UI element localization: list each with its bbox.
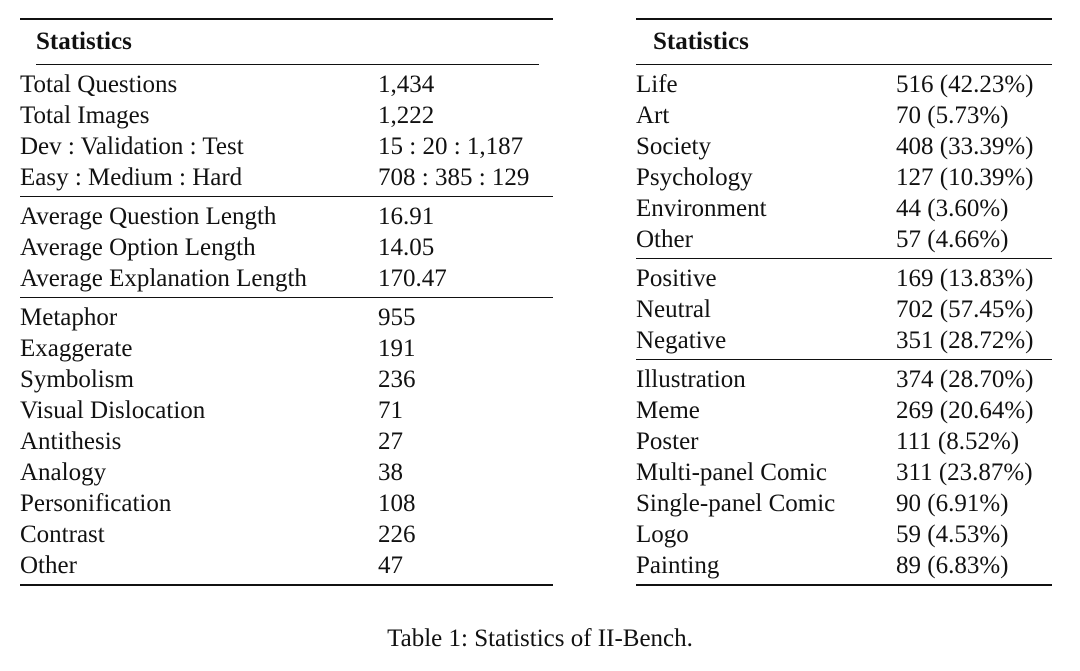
- row-value: 236: [378, 366, 416, 393]
- table-row: [20, 519, 553, 550]
- row-value: 16.91: [378, 203, 435, 230]
- row-value: 44 (3.60%): [896, 195, 1009, 222]
- table-row: [636, 550, 1052, 581]
- row-label: Meme: [636, 397, 700, 424]
- row-group: [636, 259, 1052, 359]
- row-value: 311 (23.87%): [896, 459, 1033, 486]
- row-label: Positive: [636, 265, 717, 292]
- row-value: 269 (20.64%): [896, 397, 1034, 424]
- row-label: Other: [636, 226, 693, 253]
- row-label: Painting: [636, 552, 720, 579]
- table-caption: Table 1: Statistics of II-Bench.: [387, 625, 693, 652]
- row-label: Logo: [636, 521, 689, 548]
- table-header: [636, 20, 1052, 64]
- bottom-rule: [20, 584, 553, 586]
- table-row: [20, 426, 553, 457]
- table-row: [636, 263, 1052, 294]
- table-row: [20, 333, 553, 364]
- table-row: [636, 162, 1052, 193]
- row-value: 57 (4.66%): [896, 226, 1009, 253]
- table-row: [636, 294, 1052, 325]
- table-row: [20, 263, 553, 294]
- table-row: [20, 364, 553, 395]
- table-row: [636, 364, 1052, 395]
- row-value: 702 (57.45%): [896, 296, 1034, 323]
- table-row: [20, 550, 553, 581]
- right-statistics-table: [636, 18, 1052, 586]
- table-row: [636, 69, 1052, 100]
- row-value: 111 (8.52%): [896, 428, 1020, 455]
- row-label: Multi-panel Comic: [636, 459, 827, 486]
- row-label: Total Images: [20, 102, 150, 129]
- row-label: Life: [636, 71, 678, 98]
- row-label: Easy : Medium : Hard: [20, 164, 243, 191]
- row-label: Negative: [636, 327, 727, 354]
- table-row: [636, 193, 1052, 224]
- row-label: Analogy: [20, 459, 107, 486]
- row-label: Symbolism: [20, 366, 134, 393]
- row-value: 47: [378, 552, 403, 579]
- table-row: [20, 201, 553, 232]
- row-value: 226: [378, 521, 416, 548]
- table-row: [636, 519, 1052, 550]
- row-value: 374 (28.70%): [896, 366, 1034, 393]
- row-label: Total Questions: [20, 71, 178, 98]
- header-label: Statistics: [653, 28, 749, 55]
- row-label: Other: [20, 552, 77, 579]
- row-label: Visual Dislocation: [20, 397, 206, 424]
- table-row: [20, 488, 553, 519]
- table-row: [20, 232, 553, 263]
- table-row: [636, 100, 1052, 131]
- row-value: 351 (28.72%): [896, 327, 1034, 354]
- row-label: Contrast: [20, 521, 105, 548]
- left-statistics-table: [20, 18, 553, 586]
- table-row: [20, 100, 553, 131]
- table-row: [636, 131, 1052, 162]
- row-label: Environment: [636, 195, 767, 222]
- row-label: Illustration: [636, 366, 746, 393]
- row-value: 15 : 20 : 1,187: [378, 133, 524, 160]
- row-group: [20, 197, 553, 297]
- row-value: 1,222: [378, 102, 435, 129]
- row-value: 70 (5.73%): [896, 102, 1009, 129]
- row-value: 708 : 385 : 129: [378, 164, 530, 191]
- row-value: 955: [378, 304, 416, 331]
- row-value: 14.05: [378, 234, 435, 261]
- table-row: [636, 457, 1052, 488]
- row-value: 90 (6.91%): [896, 490, 1009, 517]
- row-value: 27: [378, 428, 403, 455]
- row-label: Antithesis: [20, 428, 122, 455]
- row-label: Art: [636, 102, 670, 129]
- table-row: [636, 426, 1052, 457]
- table-row: [20, 395, 553, 426]
- row-label: Neutral: [636, 296, 711, 323]
- row-value: 59 (4.53%): [896, 521, 1009, 548]
- row-value: 38: [378, 459, 403, 486]
- row-label: Poster: [636, 428, 699, 455]
- table-row: [20, 302, 553, 333]
- row-value: 89 (6.83%): [896, 552, 1009, 579]
- row-value: 71: [378, 397, 403, 424]
- row-group: [20, 65, 553, 196]
- row-value: 170.47: [378, 265, 447, 292]
- table-header: [20, 20, 553, 64]
- header-label: Statistics: [36, 28, 132, 55]
- row-groups: [636, 65, 1052, 584]
- table-row: [20, 457, 553, 488]
- table-row: [20, 162, 553, 193]
- bottom-rule: [636, 584, 1052, 586]
- row-group: [636, 360, 1052, 584]
- row-label: Average Explanation Length: [20, 265, 307, 292]
- table-row: [20, 131, 553, 162]
- row-groups: [20, 65, 553, 584]
- row-value: 191: [378, 335, 416, 362]
- row-value: 516 (42.23%): [896, 71, 1034, 98]
- table-row: [20, 69, 553, 100]
- row-label: Personification: [20, 490, 172, 517]
- table-row: [636, 488, 1052, 519]
- row-label: Average Option Length: [20, 234, 256, 261]
- row-label: Single-panel Comic: [636, 490, 836, 517]
- row-value: 127 (10.39%): [896, 164, 1034, 191]
- row-value: 108: [378, 490, 416, 517]
- row-label: Dev : Validation : Test: [20, 133, 244, 160]
- table-row: [636, 395, 1052, 426]
- row-label: Average Question Length: [20, 203, 277, 230]
- row-value: 1,434: [378, 71, 435, 98]
- row-group: [20, 298, 553, 584]
- table-row: [636, 224, 1052, 255]
- row-label: Exaggerate: [20, 335, 133, 362]
- table-row: [636, 325, 1052, 356]
- row-value: 169 (13.83%): [896, 265, 1034, 292]
- row-group: [636, 65, 1052, 258]
- row-value: 408 (33.39%): [896, 133, 1034, 160]
- row-label: Metaphor: [20, 304, 118, 331]
- row-label: Psychology: [636, 164, 753, 191]
- row-label: Society: [636, 133, 711, 160]
